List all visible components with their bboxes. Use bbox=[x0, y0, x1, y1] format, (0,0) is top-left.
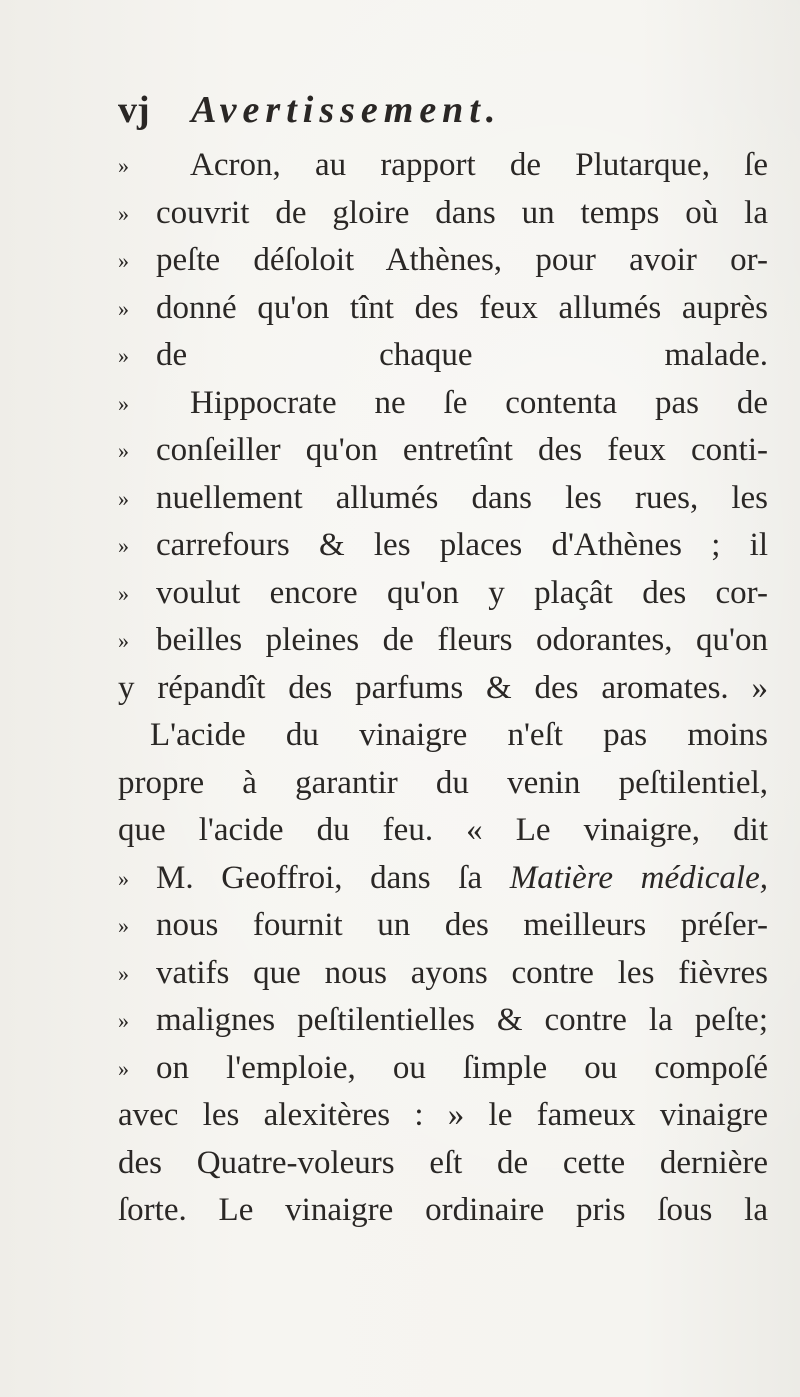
line-text: voulut encore qu'on y plaçât des cor- bbox=[156, 574, 768, 611]
quote-mark: » bbox=[118, 628, 129, 653]
line-text: Acron, au rapport de Plutarque, ſe bbox=[190, 147, 768, 183]
text-line bbox=[118, 760, 768, 808]
line-text: ſorte. Le vinaigre ordinaire pris ſous la bbox=[118, 1192, 768, 1228]
line-text: nous fournit un des meilleurs préſer- bbox=[156, 907, 768, 943]
text-line bbox=[118, 617, 768, 665]
text-line bbox=[118, 1187, 768, 1235]
text-line bbox=[118, 475, 768, 523]
quote-mark: » bbox=[118, 865, 129, 891]
text-line bbox=[118, 522, 768, 570]
line-text: couvrit de gloire dans un temps où la bbox=[156, 194, 768, 231]
line-text: y répandît des parfums & des aromates. » bbox=[118, 669, 768, 706]
quote-mark: » bbox=[118, 1055, 129, 1081]
text-line bbox=[118, 285, 768, 333]
line-text: peſte déſoloit Athènes, pour avoir or- bbox=[156, 242, 768, 278]
quote-mark: » bbox=[118, 295, 129, 321]
quote-mark: » bbox=[118, 390, 129, 416]
text-line bbox=[118, 1140, 768, 1188]
line-text: beilles pleines de fleurs odorantes, qu'on bbox=[156, 622, 768, 658]
quote-mark: » bbox=[118, 438, 129, 463]
quote-mark: » bbox=[118, 960, 129, 986]
quote-mark: » bbox=[118, 580, 129, 606]
text-line bbox=[118, 855, 768, 903]
quote-mark: » bbox=[118, 153, 129, 178]
line-text: malignes peſtilentielles & contre la peſte; bbox=[156, 1002, 768, 1038]
text-line bbox=[118, 712, 768, 760]
page-number: vj bbox=[118, 89, 150, 131]
text-line bbox=[118, 237, 768, 285]
text-line bbox=[118, 807, 768, 855]
line-text: carrefours & les places d'Athènes ; il bbox=[156, 527, 768, 563]
running-title: Avertissement. bbox=[191, 89, 502, 131]
line-text: vatifs que nous ayons contre les fièvres bbox=[156, 954, 768, 991]
line-text: de chaque malade. bbox=[156, 337, 768, 373]
line-text: donné qu'on tînt des feux allumés auprès bbox=[156, 289, 768, 326]
line-text: conſeiller qu'on entretînt des feux conti- bbox=[156, 432, 768, 468]
line-text: M. Geoffroi, dans ſa bbox=[156, 859, 510, 896]
line-text: nuellement allumés dans les rues, les bbox=[156, 479, 768, 516]
text-line bbox=[118, 570, 768, 618]
quote-mark: » bbox=[118, 343, 129, 368]
text-line bbox=[118, 427, 768, 475]
text-line bbox=[118, 902, 768, 950]
line-text: L'acide du vinaigre n'eſt pas moins bbox=[150, 717, 768, 753]
text-line bbox=[118, 665, 768, 713]
quote-mark: » bbox=[118, 200, 129, 226]
italic-title: Matière médicale, bbox=[509, 859, 768, 896]
page-header bbox=[118, 88, 501, 132]
line-text: on l'emploie, ou ſimple ou compoſé bbox=[156, 1049, 768, 1086]
line-text: Hippocrate ne ſe contenta pas de bbox=[190, 384, 768, 421]
text-line bbox=[118, 1092, 768, 1140]
quote-mark: » bbox=[118, 485, 129, 511]
line-text: des Quatre-voleurs eſt de cette dernière bbox=[118, 1144, 768, 1181]
line-text: propre à garantir du venin peſtilentiel, bbox=[118, 764, 768, 801]
line-text: avec les alexitères : » le fameux vinaigre bbox=[118, 1097, 768, 1133]
quote-mark: » bbox=[118, 533, 129, 558]
text-line bbox=[118, 332, 768, 380]
quote-mark: » bbox=[118, 913, 129, 938]
quote-mark: » bbox=[118, 1008, 129, 1033]
text-line bbox=[118, 1045, 768, 1093]
text-line bbox=[118, 190, 768, 238]
line-text: que l'acide du feu. « Le vinaigre, dit bbox=[118, 812, 768, 848]
text-line bbox=[118, 950, 768, 998]
body-text bbox=[118, 142, 768, 1235]
text-line bbox=[118, 997, 768, 1045]
text-line bbox=[118, 380, 768, 428]
quote-mark: » bbox=[118, 248, 129, 273]
text-line bbox=[118, 142, 768, 190]
